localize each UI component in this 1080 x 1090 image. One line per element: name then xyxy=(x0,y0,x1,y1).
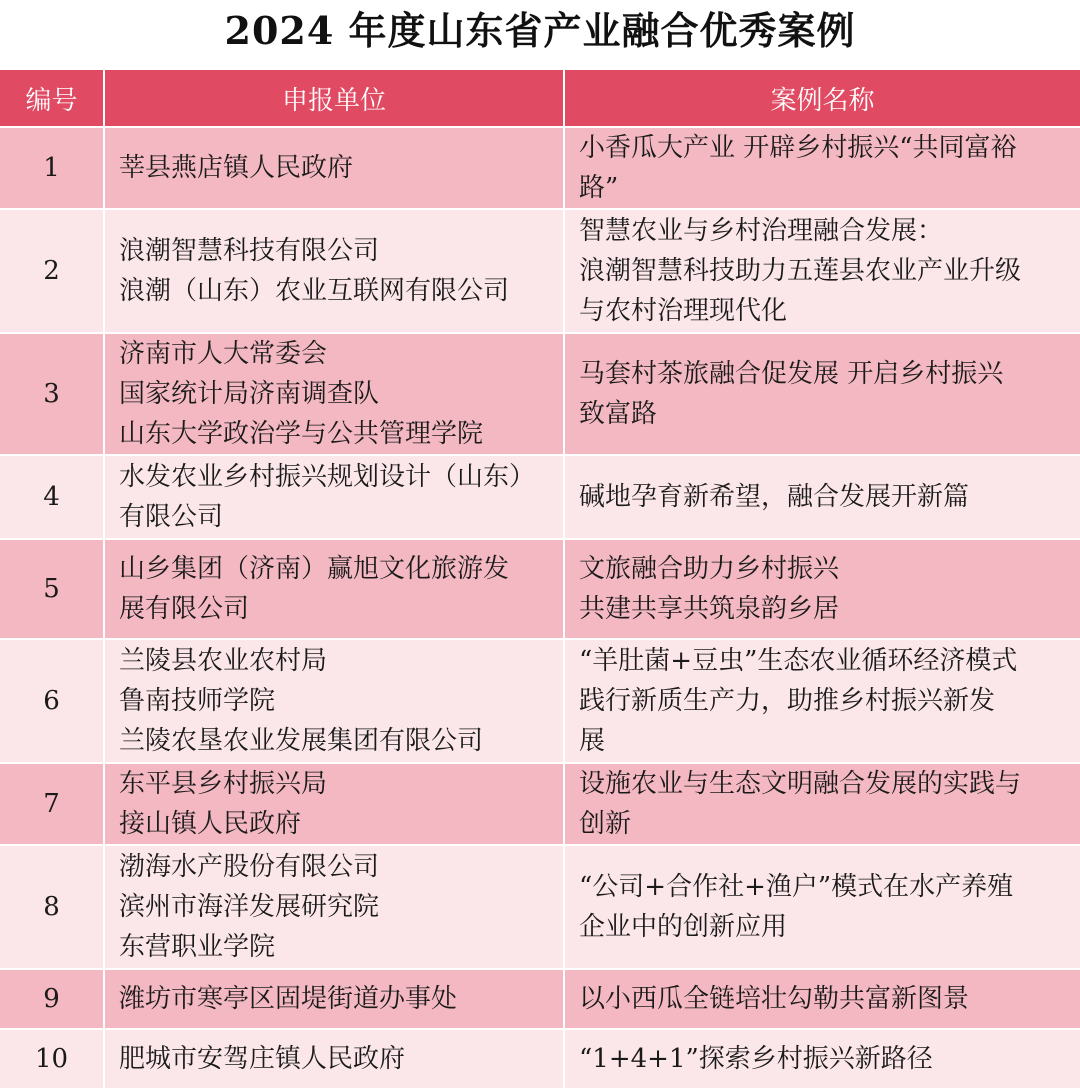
table-row xyxy=(0,539,1080,639)
applicant-unit: 浪潮智慧科技有限公司 浪潮（山东）农业互联网有限公司 xyxy=(104,209,564,333)
case-name: 马套村茶旅融合促发展 开启乡村振兴 致富路 xyxy=(564,333,1080,455)
case-name: 小香瓜大产业 开辟乡村振兴“共同富裕 路” xyxy=(564,127,1080,209)
applicant-unit: 山乡集团（济南）赢旭文化旅游发 展有限公司 xyxy=(104,539,564,639)
cases-table xyxy=(0,70,1080,1090)
applicant-unit: 水发农业乡村振兴规划设计（山东） 有限公司 xyxy=(104,455,564,539)
row-number: 5 xyxy=(0,539,104,639)
header-number: 编号 xyxy=(0,70,104,127)
row-number: 9 xyxy=(0,969,104,1029)
table-row xyxy=(0,455,1080,539)
row-number: 10 xyxy=(0,1029,104,1089)
case-name: “羊肚菌+豆虫”生态农业循环经济模式 践行新质生产力，助推乡村振兴新发 展 xyxy=(564,639,1080,763)
case-name: 智慧农业与乡村治理融合发展： 浪潮智慧科技助力五莲县农业产业升级 与农村治理现代化 xyxy=(564,209,1080,333)
applicant-unit: 济南市人大常委会 国家统计局济南调查队 山东大学政治学与公共管理学院 xyxy=(104,333,564,455)
applicant-unit: 莘县燕店镇人民政府 xyxy=(104,127,564,209)
header-case-name: 案例名称 xyxy=(564,70,1080,127)
case-name: 文旅融合助力乡村振兴 共建共享共筑泉韵乡居 xyxy=(564,539,1080,639)
applicant-unit: 潍坊市寒亭区固堤街道办事处 xyxy=(104,969,564,1029)
table-row xyxy=(0,639,1080,763)
header-applicant: 申报单位 xyxy=(104,70,564,127)
table-row xyxy=(0,127,1080,209)
row-number: 3 xyxy=(0,333,104,455)
row-number: 8 xyxy=(0,845,104,969)
applicant-unit: 东平县乡村振兴局 接山镇人民政府 xyxy=(104,763,564,845)
table-header-row xyxy=(0,70,1080,127)
applicant-unit: 兰陵县农业农村局 鲁南技师学院 兰陵农垦农业发展集团有限公司 xyxy=(104,639,564,763)
case-name: 以小西瓜全链培壮勾勒共富新图景 xyxy=(564,969,1080,1029)
page-title: 2024 年度山东省产业融合优秀案例 xyxy=(224,8,856,53)
table-row xyxy=(0,333,1080,455)
case-name: “公司+合作社+渔户”模式在水产养殖 企业中的创新应用 xyxy=(564,845,1080,969)
row-number: 1 xyxy=(0,127,104,209)
case-name: 设施农业与生态文明融合发展的实践与 创新 xyxy=(564,763,1080,845)
table-row xyxy=(0,845,1080,969)
table-row xyxy=(0,969,1080,1029)
table-row xyxy=(0,209,1080,333)
table-row xyxy=(0,1029,1080,1089)
row-number: 4 xyxy=(0,455,104,539)
case-name: “1+4+1”探索乡村振兴新路径 xyxy=(564,1029,1080,1089)
applicant-unit: 渤海水产股份有限公司 滨州市海洋发展研究院 东营职业学院 xyxy=(104,845,564,969)
table-row xyxy=(0,763,1080,845)
case-name: 碱地孕育新希望，融合发展开新篇 xyxy=(564,455,1080,539)
row-number: 7 xyxy=(0,763,104,845)
row-number: 2 xyxy=(0,209,104,333)
row-number: 6 xyxy=(0,639,104,763)
applicant-unit: 肥城市安驾庄镇人民政府 xyxy=(104,1029,564,1089)
